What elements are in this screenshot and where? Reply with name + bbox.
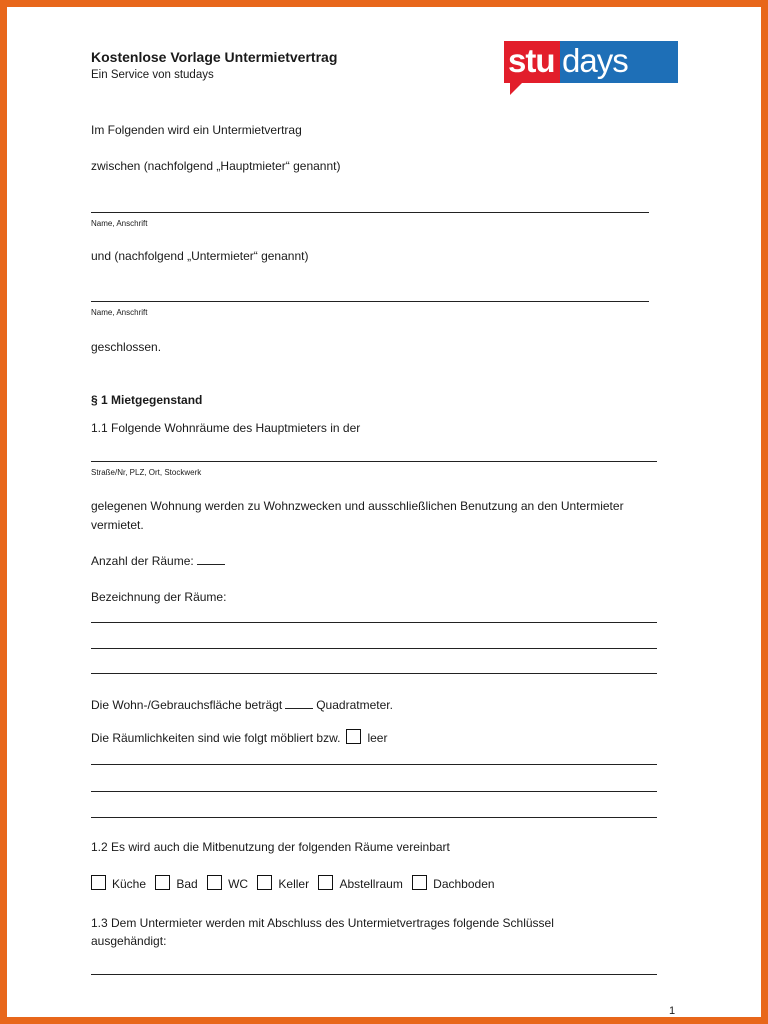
room-label-bad: Bad xyxy=(176,877,198,891)
bezeichnung-blank-1[interactable] xyxy=(91,622,657,623)
bezeichnung-label: Bezeichnung der Räume: xyxy=(91,590,227,604)
wc-checkbox[interactable] xyxy=(207,875,222,890)
caption-name-anschrift: Name, Anschrift xyxy=(91,308,148,317)
moebliert-label: Die Räumlichkeiten sind wie folgt möbliert bzw. xyxy=(91,731,341,745)
document-subtitle: Ein Service von studays xyxy=(91,69,214,81)
gelegen-line-1: gelegenen Wohnung werden zu Wohnzwecken und ausschließlichen Benutzung an den Untermieter xyxy=(91,499,624,513)
anzahl-blank[interactable] xyxy=(197,554,225,565)
address-blank[interactable] xyxy=(91,461,657,462)
paragraph-1-2: 1.2 Es wird auch die Mitbenutzung der folgenden Räume vereinbart xyxy=(91,840,450,854)
flaeche-blank[interactable] xyxy=(285,698,313,709)
untermieter-blank[interactable] xyxy=(91,301,649,302)
untermieter-line: und (nachfolgend „Untermieter“ genannt) xyxy=(91,249,309,263)
dachboden-checkbox[interactable] xyxy=(412,875,427,890)
document-title: Kostenlose Vorlage Untermietvertrag xyxy=(91,49,338,65)
studays-logo xyxy=(504,41,678,83)
bezeichnung-blank-2[interactable] xyxy=(91,648,657,649)
leer-label: leer xyxy=(367,731,388,745)
bad-checkbox[interactable] xyxy=(155,875,170,890)
leer-checkbox[interactable] xyxy=(346,729,361,744)
intro-line: Im Folgenden wird ein Untermietvertrag xyxy=(91,123,302,137)
section-heading: § 1 Mietgegenstand xyxy=(91,393,203,407)
gelegen-line-2: vermietet. xyxy=(91,518,144,532)
caption-name-anschrift: Name, Anschrift xyxy=(91,219,148,228)
moebliert-blank-2[interactable] xyxy=(91,791,657,792)
flaeche-line xyxy=(91,698,393,712)
page-number: 1 xyxy=(669,1005,676,1017)
document-page xyxy=(7,7,761,1017)
geschlossen-line: geschlossen. xyxy=(91,340,162,354)
flaeche-label: Die Wohn-/Gebrauchsfläche beträgt xyxy=(91,698,283,712)
room-label-abstellraum: Abstellraum xyxy=(339,877,403,891)
hauptmieter-blank[interactable] xyxy=(91,212,649,213)
logo-text-days: days xyxy=(562,42,628,79)
kueche-checkbox[interactable] xyxy=(91,875,106,890)
abstellraum-checkbox[interactable] xyxy=(318,875,333,890)
room-label-wc: WC xyxy=(228,877,249,891)
flaeche-unit: Quadratmeter. xyxy=(316,698,393,712)
anzahl-raeume-label xyxy=(91,554,228,568)
schluessel-blank[interactable] xyxy=(91,974,657,975)
logo-text-stu: stu xyxy=(508,42,555,79)
paragraph-1-3-line-1: 1.3 Dem Untermieter werden mit Abschluss des Untermietvertrages folgende Schlüssel xyxy=(91,916,554,930)
hauptmieter-line: zwischen (nachfolgend „Hauptmieter“ genannt) xyxy=(91,159,341,173)
moebliert-blank-3[interactable] xyxy=(91,817,657,818)
paragraph-1-1: 1.1 Folgende Wohnräume des Hauptmieters in der xyxy=(91,421,361,435)
room-label-dachboden: Dachboden xyxy=(433,877,495,891)
paragraph-1-3-line-2: ausgehändigt: xyxy=(91,934,167,948)
moebliert-blank-1[interactable] xyxy=(91,764,657,765)
bezeichnung-blank-3[interactable] xyxy=(91,673,657,674)
moebliert-line xyxy=(91,729,387,745)
room-label-kueche: Küche xyxy=(112,877,147,891)
anzahl-label: Anzahl der Räume: xyxy=(91,554,194,568)
caption-address: Straße/Nr, PLZ, Ort, Stockwerk xyxy=(91,468,202,477)
room-label-keller: Keller xyxy=(278,877,310,891)
rooms-checkbox-row xyxy=(85,875,495,891)
keller-checkbox[interactable] xyxy=(257,875,272,890)
